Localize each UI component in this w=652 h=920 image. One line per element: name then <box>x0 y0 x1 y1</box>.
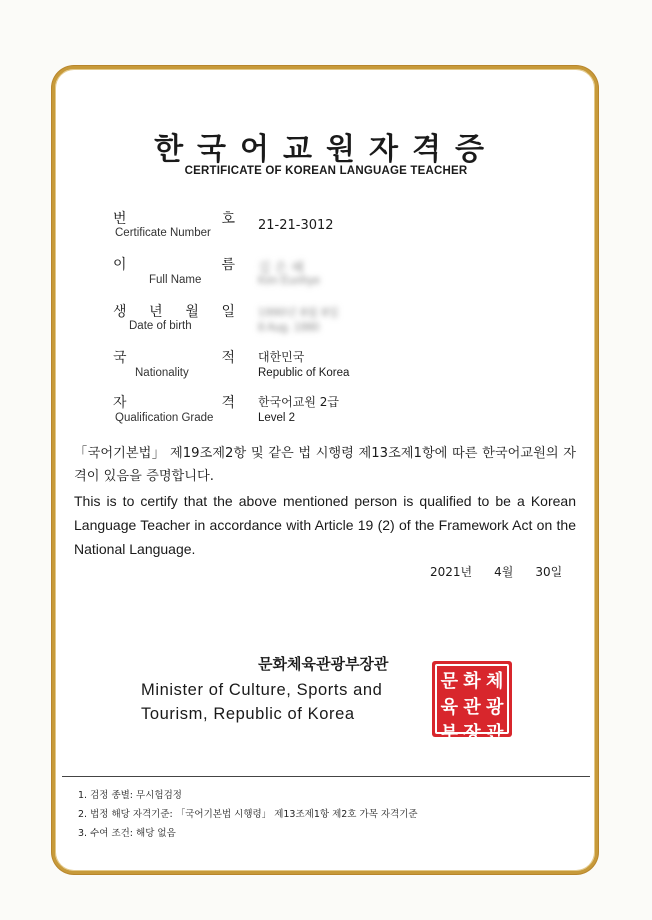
full-name-value: 김 은 혜 <box>258 261 304 276</box>
footnote-2: 2. 법정 해당 자격기준: 「국어기본법 시행령」 제13조제1항 제2호 가목 자격기준 <box>78 809 418 820</box>
label-english: Nationality <box>135 367 189 379</box>
birth-date-english-value: 8 Aug. 1990 <box>258 322 320 334</box>
label-korean: 번 호 <box>113 211 235 227</box>
issuer-english: Minister of Culture, Sports and Tourism, Republic of Korea <box>141 681 383 723</box>
issue-year: 2021년 <box>430 565 473 579</box>
birth-date-value: 1990년 8월 8일 <box>258 306 339 319</box>
issuer-korean: 문화체육관광부장관 <box>258 655 389 673</box>
qualification-english-value: Level 2 <box>258 412 296 424</box>
issue-month: 4월 <box>494 565 514 579</box>
qualification-value: 한국어교원 2급 <box>258 395 340 409</box>
label-english: Qualification Grade <box>115 412 214 424</box>
footnote-divider <box>62 776 590 777</box>
footnote-3: 3. 수여 조건: 해당 없음 <box>78 828 176 839</box>
official-seal: 문 화 체 육 관 광 부 장 관 <box>432 661 512 737</box>
nationality-english-value: Republic of Korea <box>258 367 350 379</box>
certificate-title-korean: 한국어교원자격증 <box>154 132 498 167</box>
label-korean: 이 름 <box>113 257 235 273</box>
statement-english: This is to certify that the above mentioned person is qualified to be a Korean Language Teacher in accordance with Article 19 (2) of the Framework Act on the National Language. <box>74 493 576 557</box>
label-english: Certificate Number <box>115 227 211 239</box>
issue-day: 30일 <box>535 565 563 579</box>
label-korean: 자 격 <box>113 395 235 411</box>
label-korean: 생 년 월 일 <box>113 304 235 320</box>
certificate-number-value: 21-21-3012 <box>258 218 334 233</box>
certificate-title-english: CERTIFICATE OF KOREAN LANGUAGE TEACHER <box>184 165 468 177</box>
footnote-1: 1. 검정 종별: 무시험검정 <box>78 790 182 801</box>
nationality-value: 대한민국 <box>258 350 305 364</box>
label-korean: 국 적 <box>113 350 235 366</box>
issue-date <box>430 563 562 580</box>
label-english: Full Name <box>149 274 202 286</box>
full-name-english-value: Kim Eunhye <box>258 275 321 287</box>
statement-korean: 「국어기본법」 제19조제2항 및 같은 법 시행령 제13조제1항에 따른 한국어교원의 자격이 있음을 증명합니다. <box>74 446 576 484</box>
label-english: Date of birth <box>129 320 192 332</box>
